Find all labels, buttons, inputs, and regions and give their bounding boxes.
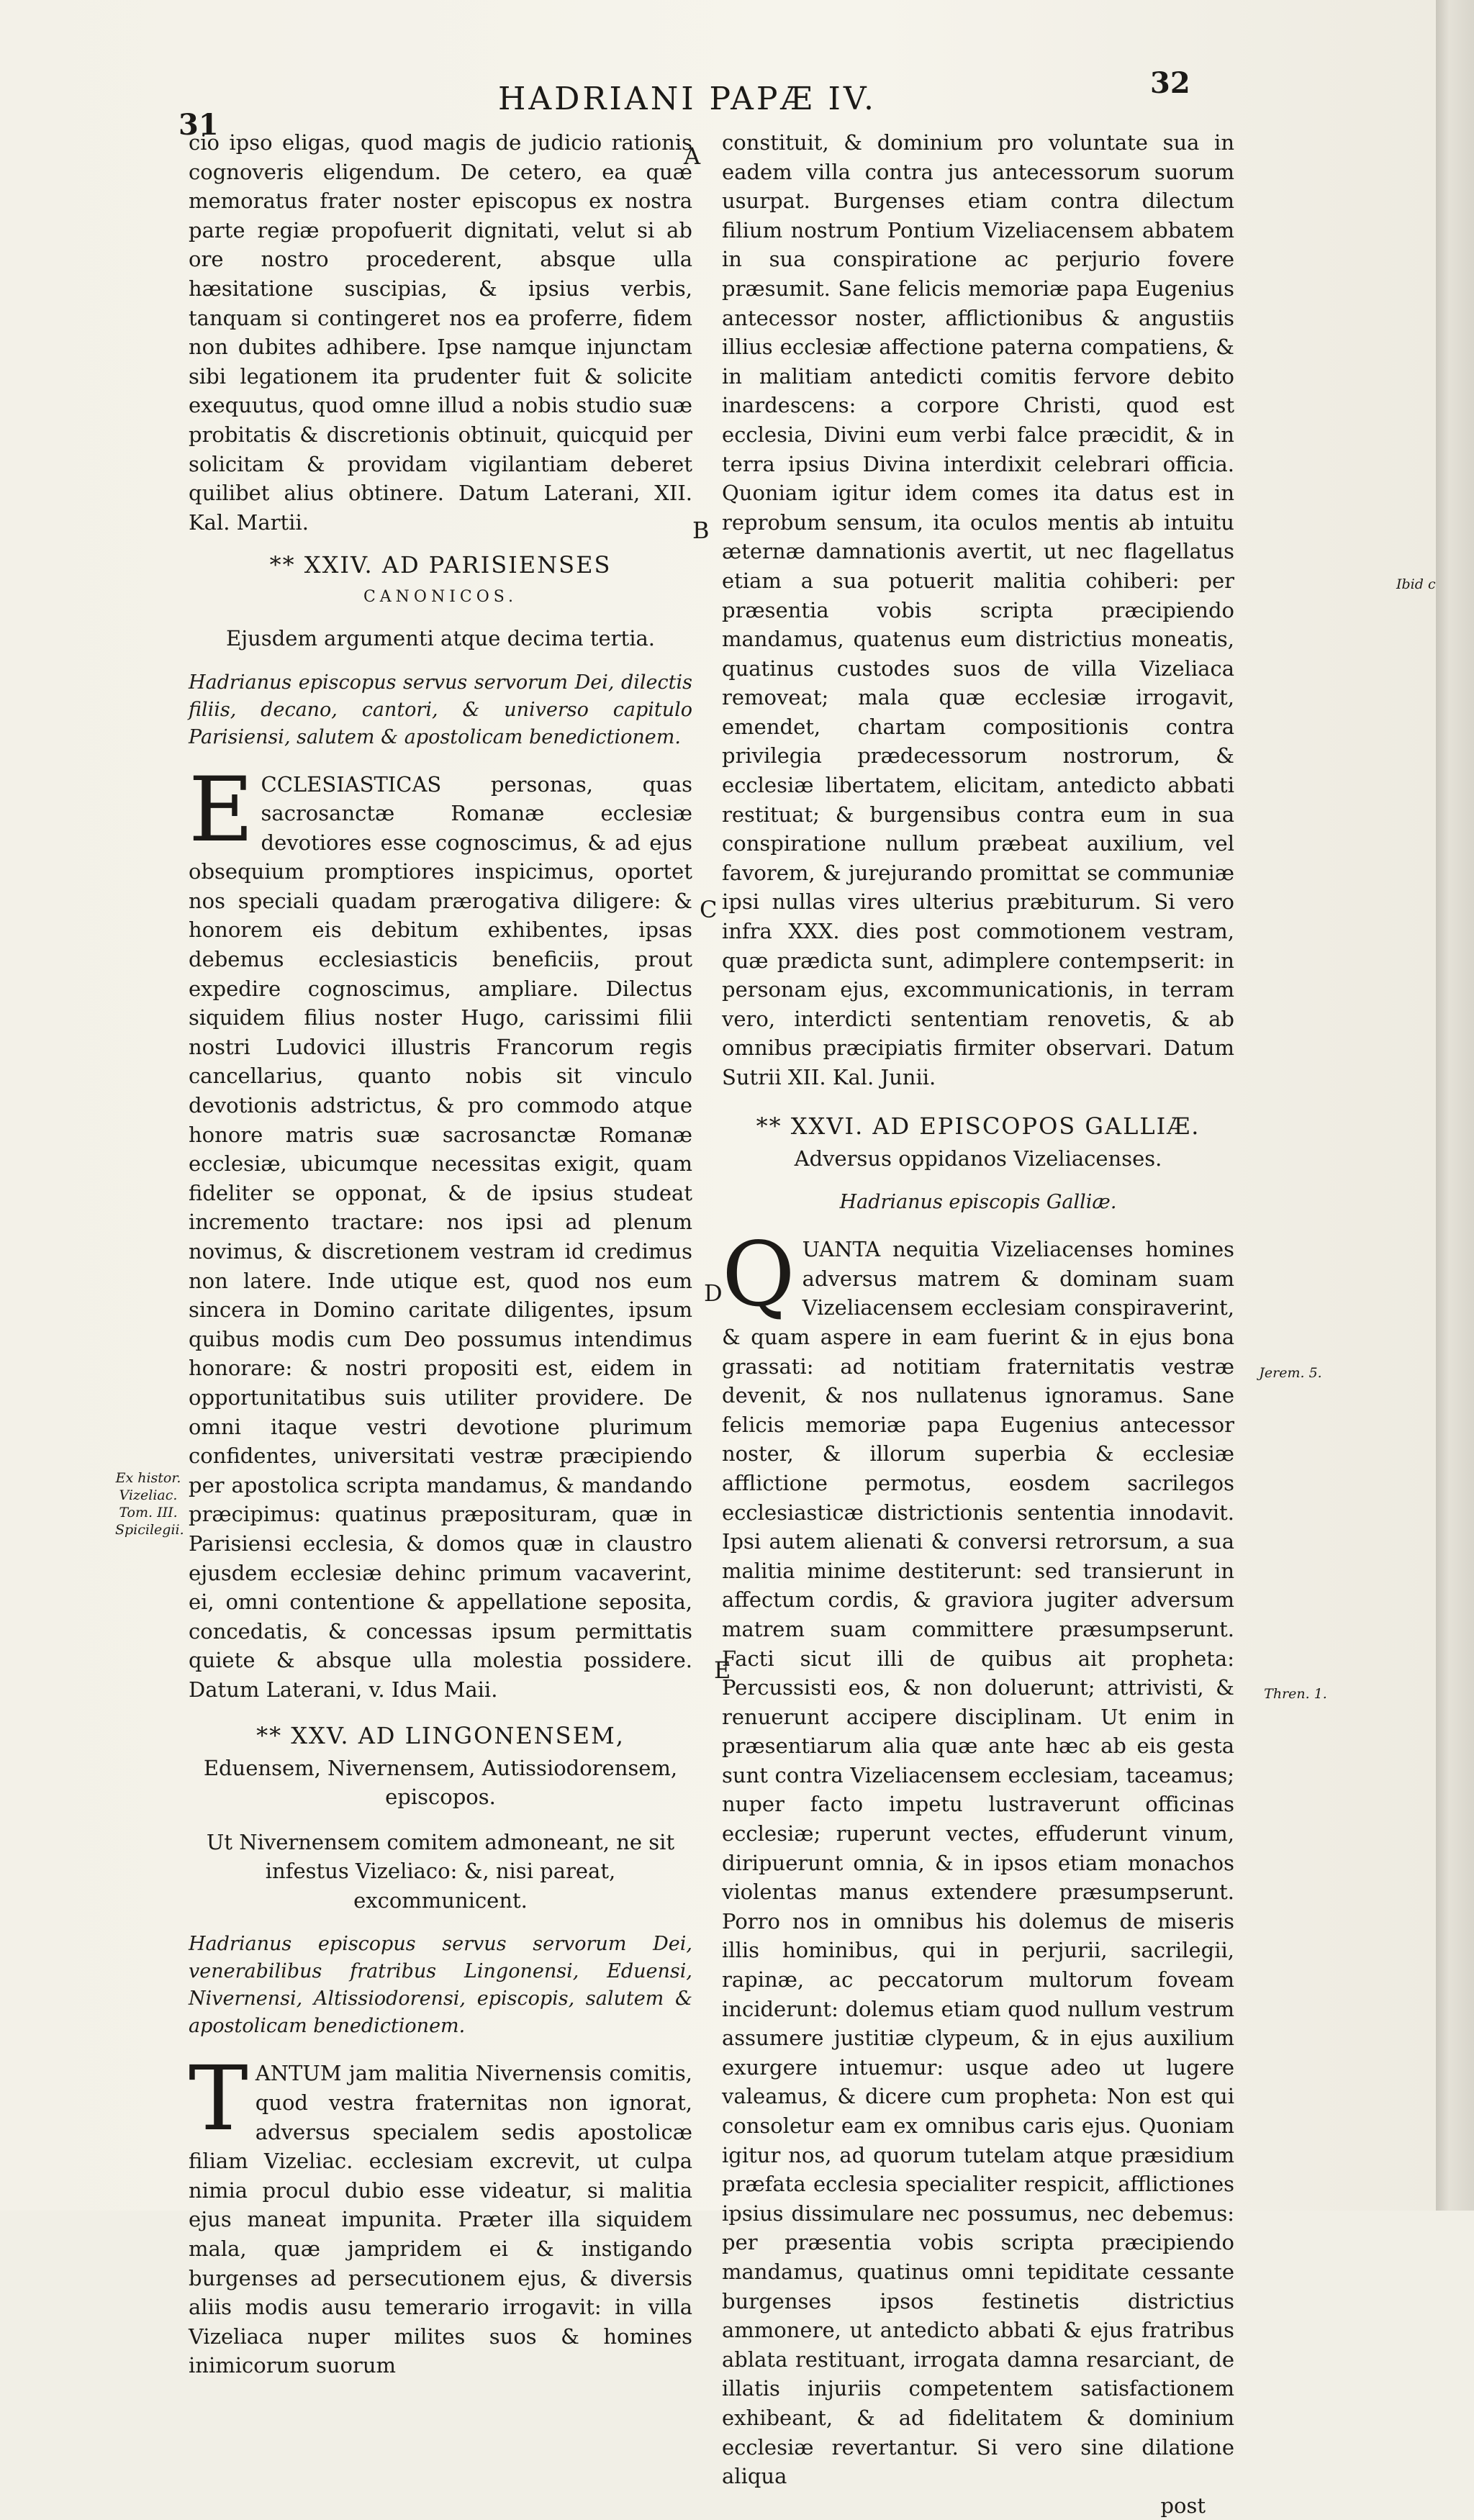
page-number-right: 32	[1150, 66, 1190, 100]
margin-source-note: Ex histor. Vizeliac. Tom. III. Spicilegii.	[115, 1470, 184, 1538]
running-title: HADRIANI PAPÆ IV.	[497, 81, 877, 117]
letter-25-initial: T	[189, 2047, 248, 2152]
letter-25-body	[189, 2047, 692, 2380]
letter-26-body	[722, 1223, 1234, 2491]
section-letter-c: C	[700, 896, 718, 923]
letter-24-initial: E	[189, 758, 254, 862]
letter-26-argument: Adversus oppidanos Vizeliacenses.	[794, 1146, 1162, 1171]
right-column	[722, 128, 1234, 2520]
letter-24-salutation: Hadrianus episcopus servus servorum Dei, dilectis filiis, decano, cantori, & universo capitulo Parisiensi, salutem & apostolicam benedictionem.	[189, 671, 692, 748]
section-letter-a: A	[684, 142, 701, 170]
letter-26-title: ** XXVI. AD EPISCOPOS GALLIÆ.	[756, 1112, 1201, 1140]
margin-ibid-note: Ibid c	[1396, 576, 1436, 592]
letter-25-salutation: Hadrianus episcopus servus servorum Dei, venerabilibus fratribus Lingonensi, Eduensi, Nivernensi, Altissiodorensi, episcopis, salutem & apostolicam benedictionem.	[189, 1933, 692, 2038]
margin-lamentations-note: Thren. 1.	[1264, 1686, 1327, 1702]
letter-24-title: ** XXIV. AD PARISIENSES	[269, 551, 612, 579]
catchword: post	[1160, 2493, 1206, 2518]
right-continuation-text: constituit, & dominium pro voluntate sua in eadem villa contra jus antecessorum suorum usurpat. Burgenses etiam contra dilectum filium nostrum Pontium Vizeliacensem abbatem in sua conspiratione ac perjurio fovere præsumit. Sane felicis memoriæ papa Eugenius antecessor noster, afflictionibus & angustiis illius ecclesiæ affectione paterna compatiens, & in malitiam antedicti comitis fervore debito inardescens: a corpore Christi, quod est ecclesia, Divini eum verbi falce præcidit, & in terra ipsius Divina interdixit celebrari officia. Quoniam igitur idem comes ita datus est in reprobum sensum, ita oculos mentis ab intuitu æternæ damnationis avertit, ut nec flagellatus etiam a sua potuerit malitia cohiberi: per præsentia vobis scripta præcipiendo mandamus, quatenus eum districtius moneatis, quatinus custodes suos de villa Vizeliaca removeat; mala quæ ecclesiæ irrogavit, emendet, chartam compositionis contra privilegia prædecessorum nostrorum, & ecclesiæ libertatem, elicitam, antedicto abbati restituat; & burgensibus contra eum in sua conspiratione nullum præbeat auxilium, vel favorem, & jurejurando promittat se communiæ ipsi nullas vires ulterius præbiturum. Si vero infra XXX. dies post commotionem vestram, quæ prædicta sunt, adimplere contempserit: in personam ejus, excommunicationis, in terram vero, interdicti sententiam renovetis, & ab omnibus præcipiatis firmiter observari. Datum Sutrii XII. Kal. Junii.	[722, 130, 1234, 1089]
letter-25-argument: Ut Nivernensem comitem admoneant, ne sit infestus Vizeliaco: &, nisi pareat, excommunicent.	[206, 1829, 675, 1913]
section-letter-e: E	[714, 1656, 731, 1684]
letter-25-body-text: ANTUM jam malitia Nivernensis comitis, quod vestra fraternitas non ignorat, adversus specialem sedis apostolicæ filiam Vizeliac. ecclesiam excrevit, ut culpa nimia procul dubio esse videatur, si malitia ejus maneat impunita. Præter illa siquidem mala, quæ jampridem ei & instigando burgenses ad persecutionem ejus, & diversis aliis modis ausu temerario irrogavit: in villa Vizeliaca nuper milites suos & homines inimicorum suorum	[189, 2061, 692, 2378]
section-letter-d: D	[704, 1279, 723, 1307]
left-column	[189, 128, 692, 2380]
letter-24-subtitle: CANONICOS.	[363, 588, 518, 607]
letter-26-initial: Q	[722, 1223, 795, 1328]
section-letter-b: B	[692, 517, 710, 544]
letter-24-body	[189, 758, 692, 1705]
left-continuation-text: cio ipso eligas, quod magis de judicio rationis cognoveris eligendum. De cetero, ea quæ memoratus frater noster episcopus ex nostra parte regiæ propofuerit dignitati, velut si ab ore nostro procederent, absque ulla hæsitatione suscipias, & ipsius verbis, tanquam si contingeret nos ea proferre, fidem non dubites adhibere. Ipse namque injunctam sibi legationem ita prudenter fuit & solicite exequutus, quod omne illud a nobis studio suæ probitatis & discretionis obtinuit, quicquid per solicitam & providam vigilantiam deberet quilibet alius obtinere. Datum Laterani, XII. Kal. Martii.	[189, 130, 692, 535]
letter-24-argument: Ejusdem argumenti atque decima tertia.	[226, 625, 655, 651]
page-number-left: 31	[178, 108, 219, 142]
margin-jeremiah-note: Jerem. 5.	[1259, 1365, 1322, 1381]
letter-26-body-text: UANTA nequitia Vizeliacenses homines adversus matrem & dominam suam Vizeliacensem ecclesiam conspiraverint, & quam aspere in eam fuerint & in ejus bona grassati: ad notitiam fraternitatis vestræ devenit, & nos nullatenus ignoramus. Sane felicis memoriæ papa Eugenius antecessor noster, & illorum superbia & ecclesiæ afflictione permotus, eosdem sacrilegos ecclesiasticæ districtionis sententia innodavit. Ipsi autem alienati & conversi retrorsum, a sua malitia minime destiterunt: sed transierunt in affectum cordis, & graviora jugiter adversum matrem suam committere præsumpserunt. Facti sicut illi de quibus ait propheta: Percussisti eos, & non doluerunt; attrivisti, & renuerunt accipere disciplinam. Ut enim in præsentiarum alia quæ ante hæc ab eis gesta sunt contra Vizeliacensem ecclesiam, taceamus; nuper facto impetu lustraverunt officinas ecclesiæ; ruperunt vectes, effuderunt vinum, diripuerunt omnia, & in ipsos etiam monachos violentas manus extendere præsumpserunt. Porro nos in omnibus his dolemus de miseris illis hominibus, qui in perjurii, sacrilegii, rapinæ, ac peccatorum multorum foveam inciderunt: dolemus etiam quod nullum vestrum assumere justitiæ clypeum, & in ejus auxilium exurgere intuemur: usque adeo ut lugere valeamus, & dicere cum propheta: Non est qui consoletur eam ex omnibus caris ejus. Quoniam igitur nos, ad quorum tutelam atque præsidium præfata ecclesia specialiter respicit, afflictiones ipsius dissimulare nec possumus, nec debemus: per præsentia vobis scripta præcipiendo mandamus, quatinus omni tepiditate cessante burgenses ipsos festinetis districtius ammonere, ut antedicto abbati & ejus fratribus ablata restituant, irrogata damna resarciant, de illatis injuriis competentem satisfactionem exhibeant, & ad fidelitatem & dominium ecclesiæ revertantur. Si vero sine dilatione aliqua	[722, 1237, 1234, 2489]
letter-25-title: ** XXV. AD LINGONENSEM,	[256, 1721, 625, 1749]
letter-25-subtitle: Eduensem, Nivernensem, Autissiodorensem, episcopos.	[203, 1755, 678, 1810]
letter-24-body-text: CCLESIASTICAS personas, quas sacrosanctæ Romanæ ecclesiæ devotiores esse cognoscimus, & ad ejus obsequium promptiores inspicimus, oportet nos speciali quadam prærogativa diligere: & honorem eis debitum exhibentes, ipsas debemus ecclesiasticis beneficiis, prout expedire cognoscimus, ampliare. Dilectus siquidem filius noster Hugo, carissimi filii nostri Ludovici illustris Francorum regis cancellarius, quanto nobis sit vinculo devotionis adstrictus, & pro commodo atque honore matris suæ sacrosanctæ Romanæ ecclesiæ, ubicumque necessitas exigit, quam fideliter se opponat, & de ipsius studeat incremento tractare: nos ipsi ad plenum novimus, & discretionem vestram id credimus non latere. Inde utique est, quod nos eum sincera in Domino caritate diligentes, ipsum quibus modis cum Deo possumus intendimus honorare: & nostri propositi est, eidem in opportunitatibus suis utiliter providere. De omni itaque vestri devotione plurimum confidentes, universitati vestræ præcipiendo per apostolica scripta mandamus, & mandando præcipimus: quatinus præposituram, quæ in Parisiensi ecclesia, & domos quæ in claustro ejusdem ecclesiæ dehinc primum vacaverint, ei, omni contentione & appellatione seposita, concedatis, & concessas ipsum permittatis quiete & absque ulla molestia possidere. Datum Laterani, v. Idus Maii.	[189, 771, 692, 1702]
letter-26-salutation: Hadrianus episcopis Galliæ.	[839, 1191, 1117, 1214]
facing-page-edge	[1436, 0, 1474, 2211]
